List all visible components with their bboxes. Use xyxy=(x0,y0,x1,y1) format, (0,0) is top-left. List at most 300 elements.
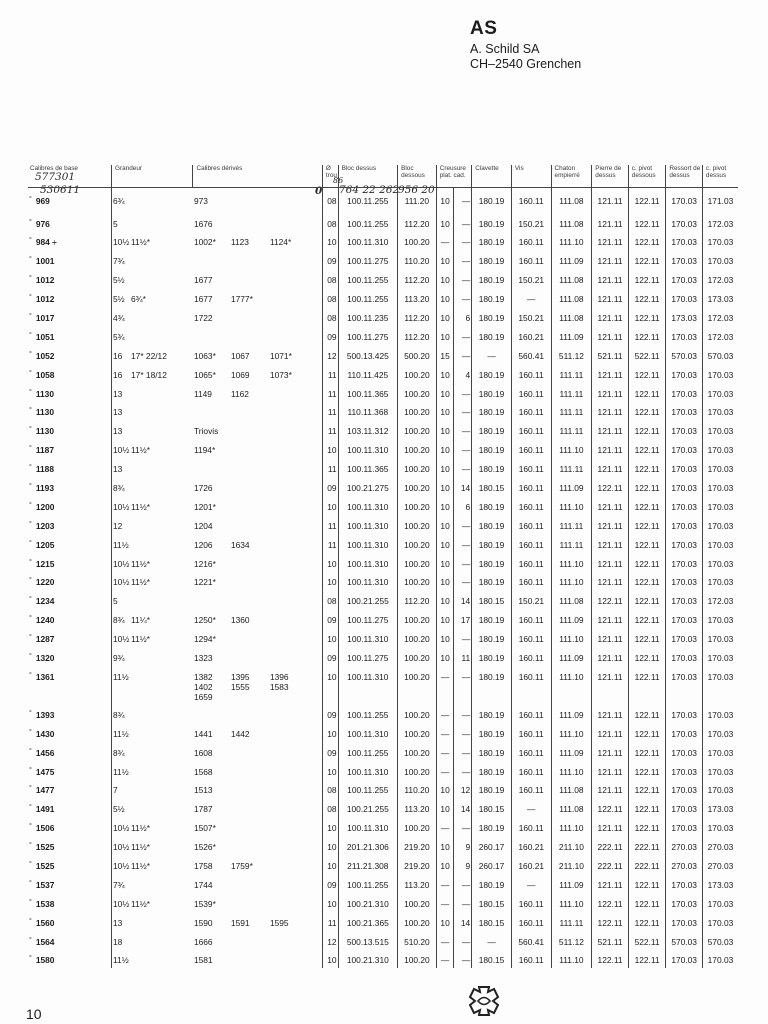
trou-cell: 08 xyxy=(322,269,338,288)
bullet-marker: ° xyxy=(29,407,32,415)
creusure-plat-cell: 10 xyxy=(436,609,454,628)
grandeur-value: 18 xyxy=(113,936,123,947)
pierre-dessus-cell: 121.11 xyxy=(592,188,629,213)
chaton-cell: 111.09 xyxy=(551,742,592,761)
derived-calibre: 1194* xyxy=(193,445,216,456)
pierre-dessus-cell: 121.11 xyxy=(592,534,629,553)
derived-line xyxy=(194,672,321,682)
bullet-marker: ° xyxy=(29,634,32,642)
bloc-dessus-cell: 211.21.308 xyxy=(338,855,398,874)
table-row xyxy=(28,496,738,515)
bloc-dessus-cell: 100.11.275 xyxy=(338,647,398,666)
bloc-dessous-cell: 112.20 xyxy=(398,326,437,345)
chaton-cell: 111.08 xyxy=(551,188,592,213)
creusure-cad-cell: — xyxy=(454,931,472,950)
trou-cell: 09 xyxy=(322,874,338,893)
cpivot-dessus-cell: 570.03 xyxy=(702,345,738,364)
col-cpivot-dessous: c. pivot dessous xyxy=(628,165,666,188)
cpivot-dessous-cell: 522.11 xyxy=(628,345,666,364)
vis-cell: 150.21 xyxy=(511,269,551,288)
grandeur-cell xyxy=(112,364,193,383)
cpivot-dessus-cell: 170.03 xyxy=(702,515,738,534)
bloc-dessus-cell: 100.11.310 xyxy=(338,666,398,704)
ressort-dessus-cell: 170.03 xyxy=(666,213,703,232)
calibre-value: 1130 xyxy=(35,407,54,418)
ressort-dessus-cell: 170.03 xyxy=(666,798,703,817)
bloc-dessous-cell: 112.20 xyxy=(398,307,437,326)
table-row xyxy=(28,798,738,817)
bloc-dessous-cell: 100.20 xyxy=(398,383,437,402)
creusure-plat-cell: 10 xyxy=(436,798,454,817)
calibre-number xyxy=(28,288,112,307)
trou-cell: 10 xyxy=(322,817,338,836)
bullet-marker: ° xyxy=(29,671,32,679)
bloc-dessus-cell: 100.21.255 xyxy=(338,590,398,609)
col-cpivot-dessus: c. pivot dessus xyxy=(702,165,738,188)
grandeur-cell xyxy=(112,874,193,893)
col-clavette: Clavette xyxy=(472,165,512,188)
calibre-number xyxy=(28,836,112,855)
calibre-number xyxy=(28,326,112,345)
calibre-number xyxy=(28,439,112,458)
ressort-dessus-cell: 170.03 xyxy=(666,949,703,968)
bullet-marker: ° xyxy=(29,785,32,793)
clavette-cell: 180.19 xyxy=(472,458,512,477)
grandeur-cell xyxy=(112,188,193,213)
bloc-dessous-cell: 100.20 xyxy=(398,420,437,439)
creusure-plat-cell: 10 xyxy=(436,496,454,515)
grandeur-cell xyxy=(112,477,193,496)
derived-calibres-cell xyxy=(193,704,322,723)
vis-cell: 160.11 xyxy=(511,553,551,572)
bloc-dessous-cell: 100.20 xyxy=(398,515,437,534)
derived-calibre: 1442 xyxy=(230,728,250,739)
clavette-cell: 180.19 xyxy=(472,779,512,798)
grandeur-value: 5¾ xyxy=(113,331,125,342)
creusure-cad-cell: — xyxy=(454,817,472,836)
handwritten-note: 956 20 xyxy=(398,184,435,196)
calibre-number xyxy=(28,761,112,780)
bloc-dessus-cell: 100.11.275 xyxy=(338,250,398,269)
grandeur-cell xyxy=(112,949,193,968)
ressort-dessus-cell: 170.03 xyxy=(666,912,703,931)
creusure-cad-cell: 14 xyxy=(454,798,472,817)
vis-cell: 160.11 xyxy=(511,364,551,383)
cpivot-dessus-cell: 170.03 xyxy=(702,817,738,836)
grandeur-value: 11½* xyxy=(131,558,150,569)
grandeur-cell xyxy=(112,231,193,250)
pierre-dessus-cell: 121.11 xyxy=(592,761,629,780)
pierre-dessus-cell: 121.11 xyxy=(592,383,629,402)
table-row xyxy=(28,817,738,836)
creusure-cad-cell: 11 xyxy=(454,647,472,666)
calibre-value: 1205 xyxy=(35,539,55,550)
cpivot-dessus-cell: 170.03 xyxy=(702,949,738,968)
derived-calibre: 1063* xyxy=(193,350,216,361)
grandeur-value: 5½ xyxy=(113,275,125,286)
bloc-dessus-cell: 100.21.365 xyxy=(338,912,398,931)
grandeur-value: 10½ xyxy=(113,898,130,909)
bullet-marker: ° xyxy=(29,766,32,774)
creusure-cad-cell: 4 xyxy=(454,364,472,383)
calibre-number xyxy=(28,779,112,798)
pierre-dessus-cell: 121.11 xyxy=(592,213,629,232)
derived-calibres-cell xyxy=(193,571,322,590)
calibre-value: 1203 xyxy=(35,520,55,531)
trou-cell: 10 xyxy=(322,571,338,590)
calibre-number xyxy=(28,647,112,666)
table-row xyxy=(28,647,738,666)
derived-calibre: 1216* xyxy=(193,558,216,569)
grandeur-cell xyxy=(112,912,193,931)
grandeur-cell xyxy=(112,458,193,477)
creusure-plat-cell: 10 xyxy=(436,477,454,496)
calibre-value: 1052 xyxy=(35,350,55,361)
clavette-cell: 180.19 xyxy=(472,874,512,893)
creusure-cad-cell: — xyxy=(454,704,472,723)
ressort-dessus-cell: 170.03 xyxy=(666,188,703,213)
table-row xyxy=(28,345,738,364)
cpivot-dessus-cell: 170.03 xyxy=(702,704,738,723)
clavette-cell: 180.19 xyxy=(472,420,512,439)
pierre-dessus-cell: 121.11 xyxy=(592,723,629,742)
derived-calibre: 1726 xyxy=(193,482,213,493)
ressort-dessus-cell: 170.03 xyxy=(666,458,703,477)
clavette-cell: 180.19 xyxy=(472,364,512,383)
derived-calibres-cell xyxy=(193,931,322,950)
table-row xyxy=(28,439,738,458)
derived-calibre: 1758 xyxy=(193,861,213,871)
creusure-cad-cell: — xyxy=(454,188,472,213)
grandeur-value: 11½* xyxy=(131,577,150,588)
grandeur-value: 11¼* xyxy=(131,615,150,626)
cpivot-dessus-cell: 172.03 xyxy=(702,269,738,288)
cpivot-dessus-cell: 170.03 xyxy=(702,496,738,515)
ressort-dessus-cell: 170.03 xyxy=(666,553,703,572)
bloc-dessous-cell: 100.20 xyxy=(398,609,437,628)
grandeur-cell xyxy=(112,798,193,817)
derived-calibres-cell xyxy=(193,213,322,232)
creusure-plat-cell: — xyxy=(436,666,454,704)
pierre-dessus-cell: 122.11 xyxy=(592,477,629,496)
grandeur-cell xyxy=(112,515,193,534)
bloc-dessous-cell: 100.20 xyxy=(398,458,437,477)
cpivot-dessus-cell: 170.03 xyxy=(702,666,738,704)
grandeur-cell xyxy=(112,345,193,364)
bullet-marker: ° xyxy=(29,350,32,358)
creusure-plat-cell: 10 xyxy=(436,836,454,855)
grandeur-value: 11½* xyxy=(131,634,150,645)
ressort-dessus-cell: 170.03 xyxy=(666,874,703,893)
bullet-marker: ° xyxy=(29,539,32,547)
derived-calibre: 1677 xyxy=(193,294,213,305)
pierre-dessus-cell: 121.11 xyxy=(592,779,629,798)
company-city: CH–2540 Grenchen xyxy=(470,57,582,71)
creusure-cad-cell: — xyxy=(454,345,472,364)
cpivot-dessous-cell: 122.11 xyxy=(628,269,666,288)
grandeur-cell xyxy=(112,647,193,666)
derived-calibre: 1659 xyxy=(193,691,213,702)
bloc-dessous-cell: 100.20 xyxy=(398,817,437,836)
handwritten-note: 577301 xyxy=(35,171,76,183)
derived-line xyxy=(194,596,321,606)
derived-calibres-cell xyxy=(193,798,322,817)
creusure-plat-cell: — xyxy=(436,742,454,761)
ressort-dessus-cell: 170.03 xyxy=(666,779,703,798)
pierre-dessus-cell: 121.11 xyxy=(592,288,629,307)
derived-calibres-cell xyxy=(193,496,322,515)
creusure-cad-cell: — xyxy=(454,326,472,345)
derived-line xyxy=(194,682,321,692)
bloc-dessus-cell: 100.11.255 xyxy=(338,874,398,893)
bloc-dessous-cell: 100.20 xyxy=(398,496,437,515)
cpivot-dessous-cell: 122.11 xyxy=(628,912,666,931)
trou-cell: 08 xyxy=(322,288,338,307)
derived-calibre: 1526* xyxy=(193,842,216,853)
table-row xyxy=(28,590,738,609)
grandeur-value: 7¾ xyxy=(113,256,125,267)
derived-calibre: 1294* xyxy=(193,634,216,645)
cpivot-dessus-cell: 172.03 xyxy=(702,307,738,326)
grandeur-value: 5 xyxy=(113,596,118,607)
grandeur-value: 11½* xyxy=(131,861,150,871)
derived-calibre: 1124* xyxy=(269,237,292,248)
bloc-dessous-cell: 113.20 xyxy=(398,288,437,307)
chaton-cell: 111.10 xyxy=(551,723,592,742)
calibre-number xyxy=(28,893,112,912)
cpivot-dessus-cell: 170.03 xyxy=(702,383,738,402)
grandeur-value: 13 xyxy=(113,464,123,475)
vis-cell: 160.11 xyxy=(511,250,551,269)
creusure-plat-cell: 10 xyxy=(436,250,454,269)
bloc-dessous-cell: 100.20 xyxy=(398,761,437,780)
derived-calibres-cell xyxy=(193,949,322,968)
cpivot-dessus-cell: 170.03 xyxy=(702,231,738,250)
grandeur-value: 16 xyxy=(113,369,123,380)
bloc-dessous-cell: 219.20 xyxy=(398,855,437,874)
derived-line xyxy=(194,804,321,814)
bullet-marker: ° xyxy=(29,275,32,283)
bloc-dessous-cell: 100.20 xyxy=(398,401,437,420)
creusure-cad-cell: — xyxy=(454,893,472,912)
cpivot-dessous-cell: 222.11 xyxy=(628,836,666,855)
derived-line xyxy=(194,861,321,871)
derived-calibre: Triovis xyxy=(193,426,219,437)
calibre-number xyxy=(28,458,112,477)
calibre-value: 1287 xyxy=(35,634,55,645)
derived-line xyxy=(194,540,321,550)
bullet-marker: ° xyxy=(29,747,32,755)
grandeur-value: 6¾ xyxy=(113,196,125,206)
bloc-dessous-cell: 110.20 xyxy=(398,779,437,798)
derived-line xyxy=(194,521,321,531)
table-row xyxy=(28,401,738,420)
chaton-cell: 111.11 xyxy=(551,420,592,439)
creusure-cad-cell: — xyxy=(454,949,472,968)
cpivot-dessous-cell: 122.11 xyxy=(628,817,666,836)
grandeur-value: 11½ xyxy=(113,955,129,966)
grandeur-value: 11½* xyxy=(131,823,150,834)
cpivot-dessous-cell: 122.11 xyxy=(628,458,666,477)
table-row xyxy=(28,666,738,704)
creusure-plat-cell: 10 xyxy=(436,458,454,477)
trou-cell: 11 xyxy=(322,364,338,383)
derived-calibres-cell xyxy=(193,912,322,931)
col-pierre: Pierre de dessus xyxy=(592,165,629,188)
bullet-marker: ° xyxy=(29,501,32,509)
handwritten-note: 530611 xyxy=(40,184,81,196)
derived-line xyxy=(194,823,321,833)
trou-cell: 08 xyxy=(322,307,338,326)
bullet-marker: ° xyxy=(29,464,32,472)
cpivot-dessous-cell: 122.11 xyxy=(628,496,666,515)
derived-line xyxy=(194,464,321,474)
creusure-cad-cell: 12 xyxy=(454,779,472,798)
ressort-dessus-cell: 170.03 xyxy=(666,231,703,250)
bloc-dessous-cell: 112.20 xyxy=(398,269,437,288)
cpivot-dessus-cell: 170.03 xyxy=(702,534,738,553)
grandeur-cell xyxy=(112,439,193,458)
bullet-marker: ° xyxy=(29,577,32,585)
bullet-marker: ° xyxy=(29,955,32,963)
table-row xyxy=(28,458,738,477)
calibre-value: 1130 xyxy=(35,426,54,437)
creusure-cad-cell: — xyxy=(454,553,472,572)
bullet-marker: ° xyxy=(29,898,32,906)
derived-line xyxy=(194,710,321,720)
creusure-cad-cell: 17 xyxy=(454,609,472,628)
table-row xyxy=(28,742,738,761)
calibre-value: 1393 xyxy=(35,709,55,720)
grandeur-cell xyxy=(112,420,193,439)
chaton-cell: 111.09 xyxy=(551,609,592,628)
col-trou: Ø trou xyxy=(322,165,338,188)
ressort-dessus-cell: 170.03 xyxy=(666,269,703,288)
cpivot-dessus-cell: 270.03 xyxy=(702,855,738,874)
grandeur-value: 7¾ xyxy=(113,879,125,890)
calibre-value: 1051 xyxy=(35,331,55,342)
derived-calibre: 1360 xyxy=(230,615,250,626)
grandeur-value: 10½ xyxy=(113,558,130,569)
derived-line xyxy=(194,692,321,702)
derived-calibres-cell xyxy=(193,723,322,742)
brand-title: AS xyxy=(470,18,498,39)
calibre-number xyxy=(28,798,112,817)
creusure-cad-cell: — xyxy=(454,250,472,269)
cpivot-dessous-cell: 122.11 xyxy=(628,590,666,609)
ressort-dessus-cell: 170.03 xyxy=(666,477,703,496)
derived-calibre: 1666 xyxy=(193,936,213,947)
derived-calibres-cell xyxy=(193,836,322,855)
cpivot-dessous-cell: 122.11 xyxy=(628,779,666,798)
bullet-marker: ° xyxy=(29,237,32,245)
chaton-cell: 111.08 xyxy=(551,798,592,817)
chaton-cell: 111.11 xyxy=(551,383,592,402)
as-logo-icon xyxy=(467,984,501,1018)
pierre-dessus-cell: 122.11 xyxy=(592,893,629,912)
bloc-dessus-cell: 100.11.255 xyxy=(338,213,398,232)
derived-calibre: 1073* xyxy=(269,369,292,380)
calibre-number xyxy=(28,345,112,364)
calibre-number xyxy=(28,949,112,968)
derived-calibre: 1395 xyxy=(230,671,250,682)
cpivot-dessus-cell: 170.03 xyxy=(702,420,738,439)
table-row xyxy=(28,874,738,893)
table-row xyxy=(28,761,738,780)
bloc-dessous-cell: 110.20 xyxy=(398,250,437,269)
chaton-cell: 111.09 xyxy=(551,477,592,496)
trou-cell: 12 xyxy=(322,345,338,364)
trou-cell: 11 xyxy=(322,401,338,420)
derived-calibre: 1744 xyxy=(193,879,213,890)
creusure-plat-cell: — xyxy=(436,817,454,836)
cpivot-dessous-cell: 122.11 xyxy=(628,288,666,307)
pierre-dessus-cell: 121.11 xyxy=(592,326,629,345)
bloc-dessus-cell: 100.11.255 xyxy=(338,779,398,798)
cpivot-dessous-cell: 122.11 xyxy=(628,307,666,326)
derived-line xyxy=(194,842,321,852)
table-row xyxy=(28,893,738,912)
ressort-dessus-cell: 170.03 xyxy=(666,723,703,742)
pierre-dessus-cell: 121.11 xyxy=(592,269,629,288)
vis-cell: 160.11 xyxy=(511,401,551,420)
grandeur-value: 10½ xyxy=(113,634,130,645)
grandeur-cell xyxy=(112,761,193,780)
chaton-cell: 111.10 xyxy=(551,893,592,912)
clavette-cell: 180.19 xyxy=(472,401,512,420)
table-row xyxy=(28,628,738,647)
calibre-number xyxy=(28,269,112,288)
vis-cell: 160.21 xyxy=(511,855,551,874)
clavette-cell: 180.19 xyxy=(472,439,512,458)
clavette-cell: 180.15 xyxy=(472,477,512,496)
clavette-cell: 180.19 xyxy=(472,666,512,704)
clavette-cell: 180.19 xyxy=(472,307,512,326)
cpivot-dessous-cell: 122.11 xyxy=(628,383,666,402)
derived-calibres-cell xyxy=(193,401,322,420)
calibre-value: 1012 xyxy=(35,275,55,286)
bloc-dessus-cell: 100.11.365 xyxy=(338,383,398,402)
handwritten-note: 764 22 262 xyxy=(339,184,400,196)
pierre-dessus-cell: 121.11 xyxy=(592,439,629,458)
chaton-cell: 111.11 xyxy=(551,401,592,420)
ressort-dessus-cell: 270.03 xyxy=(666,855,703,874)
chaton-cell: 111.10 xyxy=(551,496,592,515)
derived-calibre: 1149 xyxy=(193,388,212,399)
grandeur-value: 10½ xyxy=(113,577,130,588)
cpivot-dessous-cell: 122.11 xyxy=(628,401,666,420)
derived-line xyxy=(194,445,321,455)
trou-cell: 12 xyxy=(322,931,338,950)
derived-calibres-cell xyxy=(193,666,322,704)
creusure-cad-cell: — xyxy=(454,401,472,420)
trou-cell: 11 xyxy=(322,420,338,439)
pierre-dessus-cell: 121.11 xyxy=(592,496,629,515)
bloc-dessus-cell: 100.21.275 xyxy=(338,477,398,496)
cpivot-dessous-cell: 122.11 xyxy=(628,534,666,553)
pierre-dessus-cell: 121.11 xyxy=(592,742,629,761)
creusure-cad-cell: — xyxy=(454,874,472,893)
derived-line xyxy=(194,880,321,890)
bloc-dessous-cell: 219.20 xyxy=(398,836,437,855)
derived-calibres-cell xyxy=(193,874,322,893)
bullet-marker: ° xyxy=(29,709,32,717)
pierre-dessus-cell: 121.11 xyxy=(592,307,629,326)
table-header-row xyxy=(28,165,738,188)
derived-line xyxy=(194,634,321,644)
table-row xyxy=(28,288,738,307)
pierre-dessus-cell: 222.11 xyxy=(592,836,629,855)
